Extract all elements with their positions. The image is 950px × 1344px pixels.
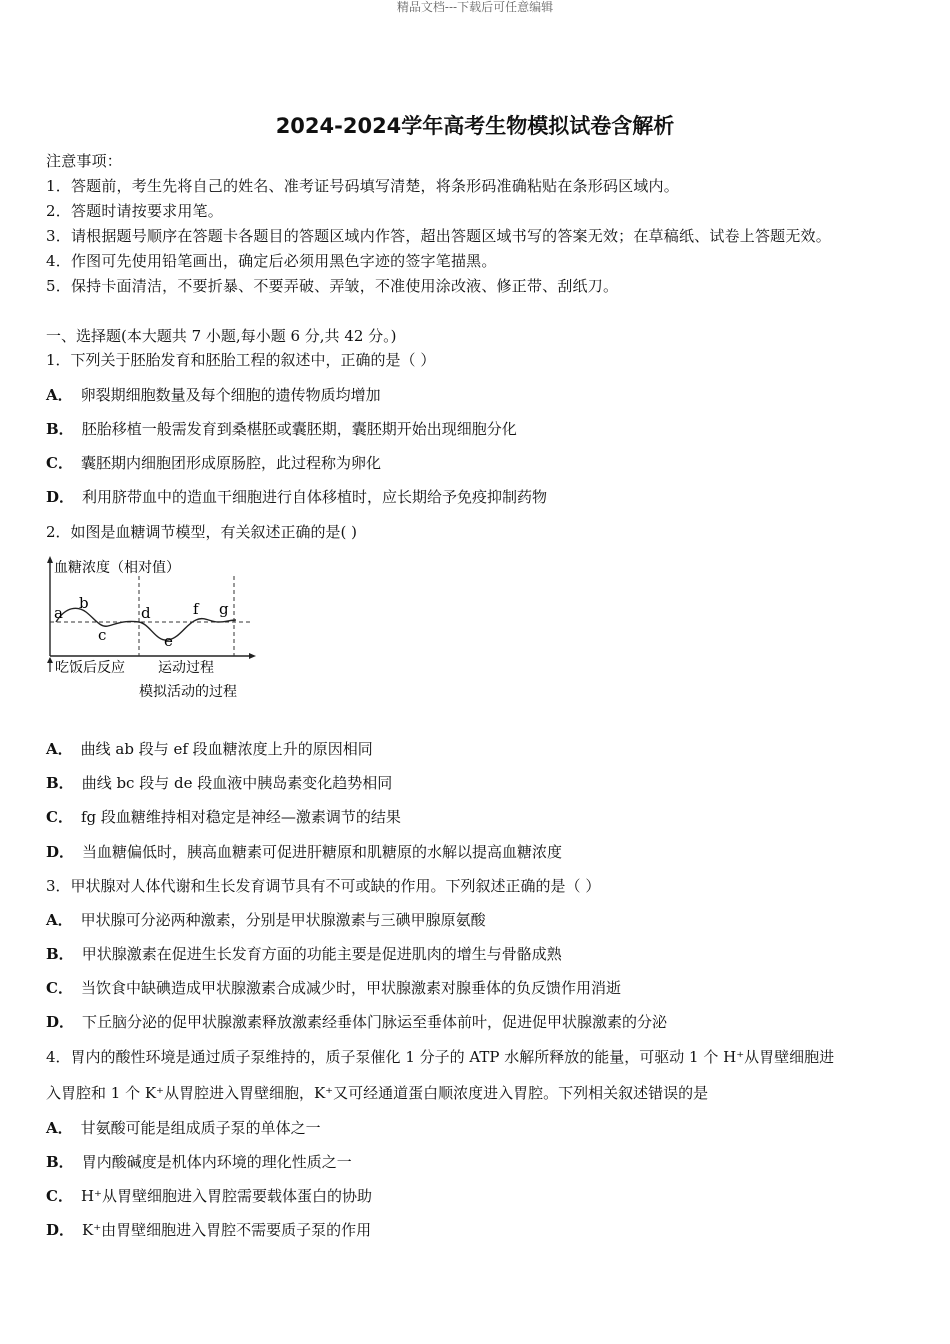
option-text: fg 段血糖维持相对稳定是神经—激素调节的结果: [80, 808, 401, 826]
option-letter: D．: [46, 1013, 75, 1031]
option-letter: B．: [46, 774, 74, 792]
watermark: 精品文档---下载后可任意编辑: [396, 0, 554, 14]
question-4-option-c: [46, 1186, 372, 1206]
notice-item: 4．作图可先使用铅笔画出，确定后必须用黑色字迹的签字笔描黑。: [46, 252, 497, 270]
option-letter: B．: [46, 945, 74, 963]
notice-item: 5．保持卡面清洁，不要折暴、不要弄破、弄皱，不准使用涂改液、修正带、刮纸刀。: [46, 277, 619, 295]
y-axis-label: 血糖浓度（相对值）: [54, 560, 180, 576]
point-label-c: c: [98, 626, 107, 644]
point-label-b: b: [79, 594, 89, 612]
option-text: 当血糖偏低时，胰高血糖素可促进肝糖原和肌糖原的水解以提高血糖浓度: [82, 843, 563, 861]
option-letter: D．: [46, 488, 75, 506]
figure-caption: 模拟活动的过程: [139, 684, 237, 700]
question-4-stem-line1: 4．胃内的酸性环境是通过质子泵维持的，质子泵催化 1 分子的 ATP 水解所释放的能量，可驱动 1 个 H⁺从胃壁细胞进: [46, 1048, 835, 1066]
point-label-a: a: [54, 604, 63, 622]
option-letter: D．: [46, 843, 75, 861]
left-phase-label: 吃饭后反应: [55, 660, 125, 676]
option-text: 甘氨酸可能是组成质子泵的单体之一: [80, 1119, 321, 1137]
notice-heading: 注意事项：: [46, 152, 123, 170]
x-axis-arrow: [249, 653, 256, 659]
question-2-option-a: [46, 739, 373, 759]
question-4-stem-line2: 入胃腔和 1 个 K⁺从胃腔进入胃壁细胞，K⁺又可经通道蛋白顺浓度进入胃腔。下列相关叙述错误的是: [46, 1084, 709, 1102]
question-2-option-b: [46, 773, 392, 793]
notice-item: 1．答题前，考生先将自己的姓名、准考证号码填写清楚，将条形码准确粘贴在条形码区域内。: [46, 177, 679, 195]
question-3-option-a: [46, 910, 486, 930]
question-3-stem: 3．甲状腺对人体代谢和生长发育调节具有不可或缺的作用。下列叙述正确的是（ ）: [46, 877, 601, 895]
question-2-option-c: [46, 807, 401, 827]
question-1-option-d: [46, 487, 547, 507]
option-text: 当饮食中缺碘造成甲状腺激素合成减少时，甲状腺激素对腺垂体的负反馈作用消逝: [80, 979, 621, 997]
option-text: 曲线 bc 段与 de 段血液中胰岛素变化趋势相同: [81, 774, 393, 792]
question-3-option-b: [46, 944, 562, 964]
option-text: 卵裂期细胞数量及每个细胞的遗传物质均增加: [80, 386, 381, 404]
option-letter: C．: [46, 808, 73, 826]
question-2-option-d: [46, 842, 562, 862]
question-4-option-d: [46, 1220, 371, 1240]
option-text: K⁺由胃壁细胞进入胃腔不需要质子泵的作用: [82, 1221, 372, 1239]
option-text: H⁺从胃壁细胞进入胃腔需要载体蛋白的协助: [80, 1187, 372, 1205]
question-4-option-a: [46, 1118, 321, 1138]
question-3-option-d: [46, 1012, 667, 1032]
question-1-stem: 1．下列关于胚胎发育和胚胎工程的叙述中，正确的是（ ）: [46, 351, 436, 369]
option-letter: A．: [46, 386, 73, 404]
option-letter: C．: [46, 1187, 73, 1205]
question-1-option-c: [46, 453, 381, 473]
blood-sugar-figure: [44, 554, 264, 704]
option-letter: B．: [46, 1153, 74, 1171]
reaction-marker-arrow: [47, 657, 53, 663]
option-letter: A．: [46, 911, 73, 929]
point-label-d: d: [141, 604, 151, 622]
y-axis-arrow: [47, 556, 53, 563]
question-1-option-b: [46, 419, 517, 439]
option-letter: A．: [46, 1119, 73, 1137]
notice-item: 3．请根据题号顺序在答题卡各题目的答题区域内作答，超出答题区域书写的答案无效；在草稿纸、试卷上答题无效。: [46, 227, 831, 245]
option-text: 胚胎移植一般需发育到桑椹胚或囊胚期，囊胚期开始出现细胞分化: [81, 420, 517, 438]
section-heading: 一、选择题(本大题共 7 小题,每小题 6 分,共 42 分。): [46, 327, 397, 345]
right-phase-label: 运动过程: [158, 660, 214, 676]
option-text: 下丘脑分泌的促甲状腺激素释放激素经垂体门脉运至垂体前叶，促进促甲状腺激素的分泌: [82, 1013, 668, 1031]
option-letter: A．: [46, 740, 73, 758]
option-letter: D．: [46, 1221, 75, 1239]
option-text: 囊胚期内细胞团形成原肠腔，此过程称为卵化: [80, 454, 381, 472]
page-title: 2024-2024学年高考生物模拟试卷含解析: [275, 114, 675, 138]
point-label-f: f: [193, 600, 199, 618]
option-text: 曲线 ab 段与 ef 段血糖浓度上升的原因相同: [80, 740, 373, 758]
question-4-option-b: [46, 1152, 352, 1172]
question-2-stem: 2．如图是血糖调节模型，有关叙述正确的是( ): [46, 523, 358, 541]
question-1-option-a: [46, 385, 381, 405]
option-letter: C．: [46, 454, 73, 472]
point-label-g: g: [219, 600, 229, 618]
option-text: 甲状腺可分泌两种激素，分别是甲状腺激素与三碘甲腺原氨酸: [80, 911, 486, 929]
option-text: 胃内酸碱度是机体内环境的理化性质之一: [81, 1153, 352, 1171]
option-letter: B．: [46, 420, 74, 438]
point-label-e: e: [164, 632, 173, 650]
option-letter: C．: [46, 979, 73, 997]
question-3-option-c: [46, 978, 621, 998]
option-text: 甲状腺激素在促进生长发育方面的功能主要是促进肌肉的增生与骨骼成熟: [81, 945, 562, 963]
option-text: 利用脐带血中的造血干细胞进行自体移植时，应长期给予免疫抑制药物: [82, 488, 548, 506]
notice-item: 2．答题时请按要求用笔。: [46, 202, 223, 220]
